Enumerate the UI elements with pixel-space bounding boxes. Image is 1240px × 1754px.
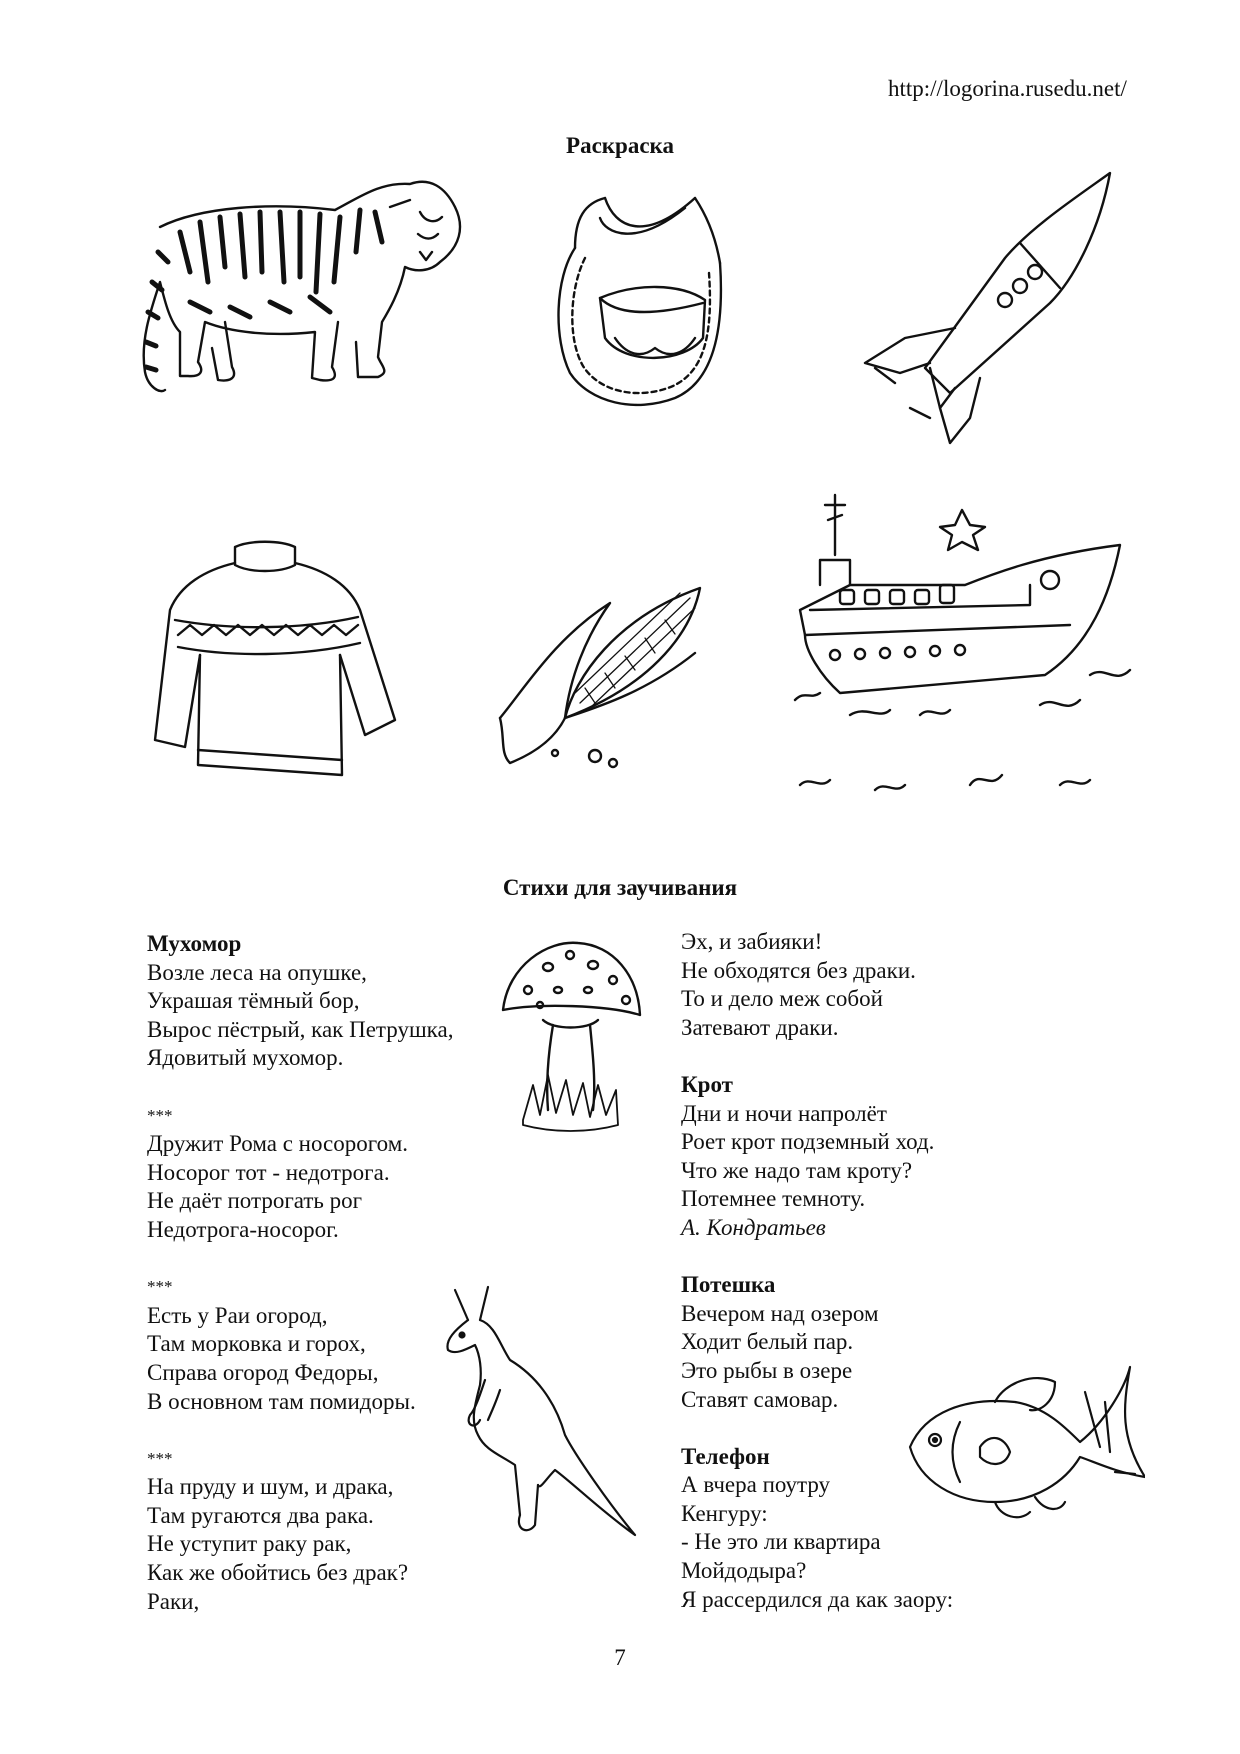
poem-line: Вечером над озером bbox=[681, 1300, 879, 1326]
poem-line: Раки, bbox=[147, 1588, 200, 1614]
blank-line bbox=[681, 1042, 953, 1071]
tiger-icon bbox=[120, 172, 480, 417]
rocket-icon bbox=[855, 168, 1120, 448]
poem-line: Потемнее темноту. bbox=[681, 1186, 866, 1212]
poem-line: - Не это ли квартира bbox=[681, 1529, 881, 1555]
poem-line: Возле леса на опушке, bbox=[147, 959, 367, 985]
page-number: 7 bbox=[614, 1645, 626, 1670]
poem-title: Крот bbox=[681, 1071, 733, 1097]
poem-line: Ядовитый мухомор. bbox=[147, 1045, 344, 1071]
poems-title: Стихи для заучивания bbox=[502, 875, 738, 900]
poem-line: Ходит белый пар. bbox=[681, 1329, 854, 1355]
poem-line: Это рыбы в озере bbox=[681, 1357, 853, 1383]
poem-line: Украшая тёмный бор, bbox=[147, 988, 360, 1014]
poem-line: Мойдодыра? bbox=[681, 1558, 807, 1584]
poem-line: Дружит Рома с носорогом. bbox=[147, 1131, 408, 1157]
bib-icon bbox=[545, 188, 755, 418]
poem-line: Затевают драки. bbox=[681, 1014, 839, 1040]
blank-line bbox=[147, 1073, 453, 1102]
poem-line: Недотрога-носорог. bbox=[147, 1216, 339, 1242]
mushroom-icon bbox=[498, 935, 643, 1135]
poem-line: Там морковка и горох, bbox=[147, 1331, 366, 1357]
poem-line: Не даёт потрогать рог bbox=[147, 1188, 363, 1214]
poem-line: На пруду и шум, и драка, bbox=[147, 1474, 394, 1500]
poem-line: Там ругаются два рака. bbox=[147, 1502, 374, 1528]
poem-line: Носорог тот - недотрога. bbox=[147, 1159, 390, 1185]
poem-line: В основном там помидоры. bbox=[147, 1388, 416, 1414]
poem-line: Есть у Раи огород, bbox=[147, 1302, 328, 1328]
poem-line: Не обходятся без драки. bbox=[681, 957, 916, 983]
poem-line: Вырос пёстрый, как Петрушка, bbox=[147, 1016, 454, 1042]
poem-separator: *** bbox=[147, 1277, 173, 1297]
poem-line: Справа огород Федоры, bbox=[147, 1359, 379, 1385]
poem-line: Кенгуру: bbox=[681, 1500, 768, 1526]
poem-line: Эх, и забияки! bbox=[681, 929, 823, 954]
ship-icon bbox=[790, 485, 1135, 805]
poem-line: Роет крот подземный ход. bbox=[681, 1129, 935, 1155]
poem-line: Я рассердился да как заору: bbox=[681, 1586, 954, 1612]
poem-separator: *** bbox=[147, 1448, 173, 1468]
poem-line: То и дело меж собой bbox=[681, 986, 883, 1012]
blank-line bbox=[147, 1245, 453, 1274]
blank-line bbox=[147, 1416, 453, 1445]
sweater-icon bbox=[150, 535, 400, 790]
poem-line: Не уступит раку рак, bbox=[147, 1531, 352, 1557]
poem-title: Мухомор bbox=[147, 931, 242, 956]
poems-left-column bbox=[147, 930, 453, 1616]
poem-line: Дни и ночи напролёт bbox=[681, 1100, 887, 1126]
poem-line: Как же обойтись без драк? bbox=[147, 1560, 409, 1586]
fish-icon bbox=[905, 1362, 1145, 1527]
poem-title: Телефон bbox=[681, 1443, 770, 1469]
poem-line: А вчера поутру bbox=[681, 1472, 831, 1498]
poem-author: А. Кондратьев bbox=[681, 1214, 826, 1240]
poem-line: Ставят самовар. bbox=[681, 1386, 839, 1412]
poem-line: Что же надо там кроту? bbox=[681, 1157, 913, 1183]
corn-icon bbox=[495, 578, 720, 773]
kangaroo-icon bbox=[440, 1285, 640, 1540]
poem-title: Потешка bbox=[681, 1272, 776, 1298]
blank-line bbox=[681, 1243, 953, 1272]
coloring-title: Раскраска bbox=[566, 133, 674, 158]
source-url[interactable]: http://logorina.rusedu.net/ bbox=[888, 76, 1127, 101]
poem-separator: *** bbox=[147, 1105, 173, 1125]
